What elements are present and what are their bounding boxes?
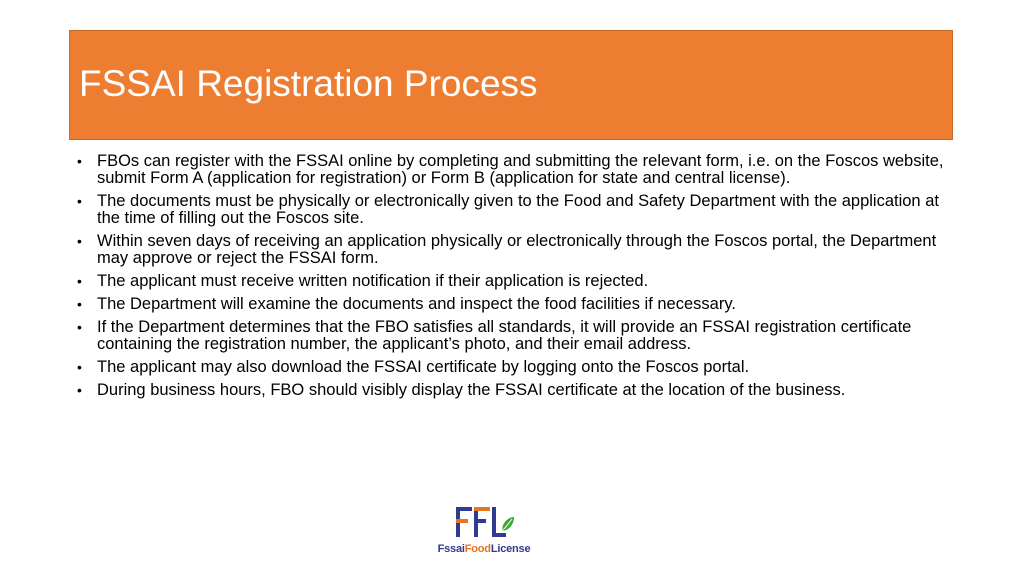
slide-title: FSSAI Registration Process: [79, 63, 538, 104]
bullet-dot: •: [77, 273, 82, 289]
logo-text-food: Food: [464, 543, 491, 555]
bullet-item: [77, 296, 951, 313]
bullet-dot: •: [77, 319, 82, 335]
bullet-list: [77, 153, 951, 405]
bullet-item: [77, 273, 951, 290]
bullet-text: The Department will examine the documents and inspect the food facilities if necessary.: [97, 295, 736, 313]
title-banner: [69, 30, 953, 140]
bullet-item: [77, 153, 951, 187]
bullet-text: During business hours, FBO should visibly display the FSSAI certificate at the location of the business.: [97, 381, 846, 399]
bullet-item: [77, 382, 951, 399]
bullet-text: The applicant must receive written notification if their application is rejected.: [97, 272, 649, 290]
bullet-text: The documents must be physically or electronically given to the Food and Safety Department with the application at the time of filling out the Foscos site.: [97, 192, 939, 227]
logo-text-license: License: [490, 543, 531, 555]
bullet-item: [77, 233, 951, 267]
bullet-text: The applicant may also download the FSSAI certificate by logging onto the Foscos portal.: [97, 358, 750, 376]
ffl-leaf-logo-icon: [452, 503, 516, 541]
bullet-dot: •: [77, 153, 82, 169]
fssai-food-license-logo: [424, 503, 544, 563]
bullet-text: Within seven days of receiving an application physically or electronically through the Foscos portal, the Department may approve or reject the FSSAI form.: [97, 232, 937, 267]
bullet-dot: •: [77, 233, 82, 249]
bullet-dot: •: [77, 296, 82, 312]
bullet-dot: •: [77, 193, 82, 209]
bullet-item: [77, 319, 951, 353]
logo-wordmark: [424, 543, 544, 555]
bullet-dot: •: [77, 382, 82, 398]
logo-text-fssai: Fssai: [437, 543, 465, 555]
bullet-item: [77, 359, 951, 376]
bullet-text: FBOs can register with the FSSAI online by completing and submitting the relevant form, i.e. on the Foscos website, submit Form A (application for registration) or Form B (application for state and central license).: [97, 152, 944, 187]
bullet-item: [77, 193, 951, 227]
bullet-dot: •: [77, 359, 82, 375]
bullet-text: If the Department determines that the FBO satisfies all standards, it will provide an FSSAI registration certificate containing the registration number, the applicant’s photo, and their email address.: [97, 318, 912, 353]
